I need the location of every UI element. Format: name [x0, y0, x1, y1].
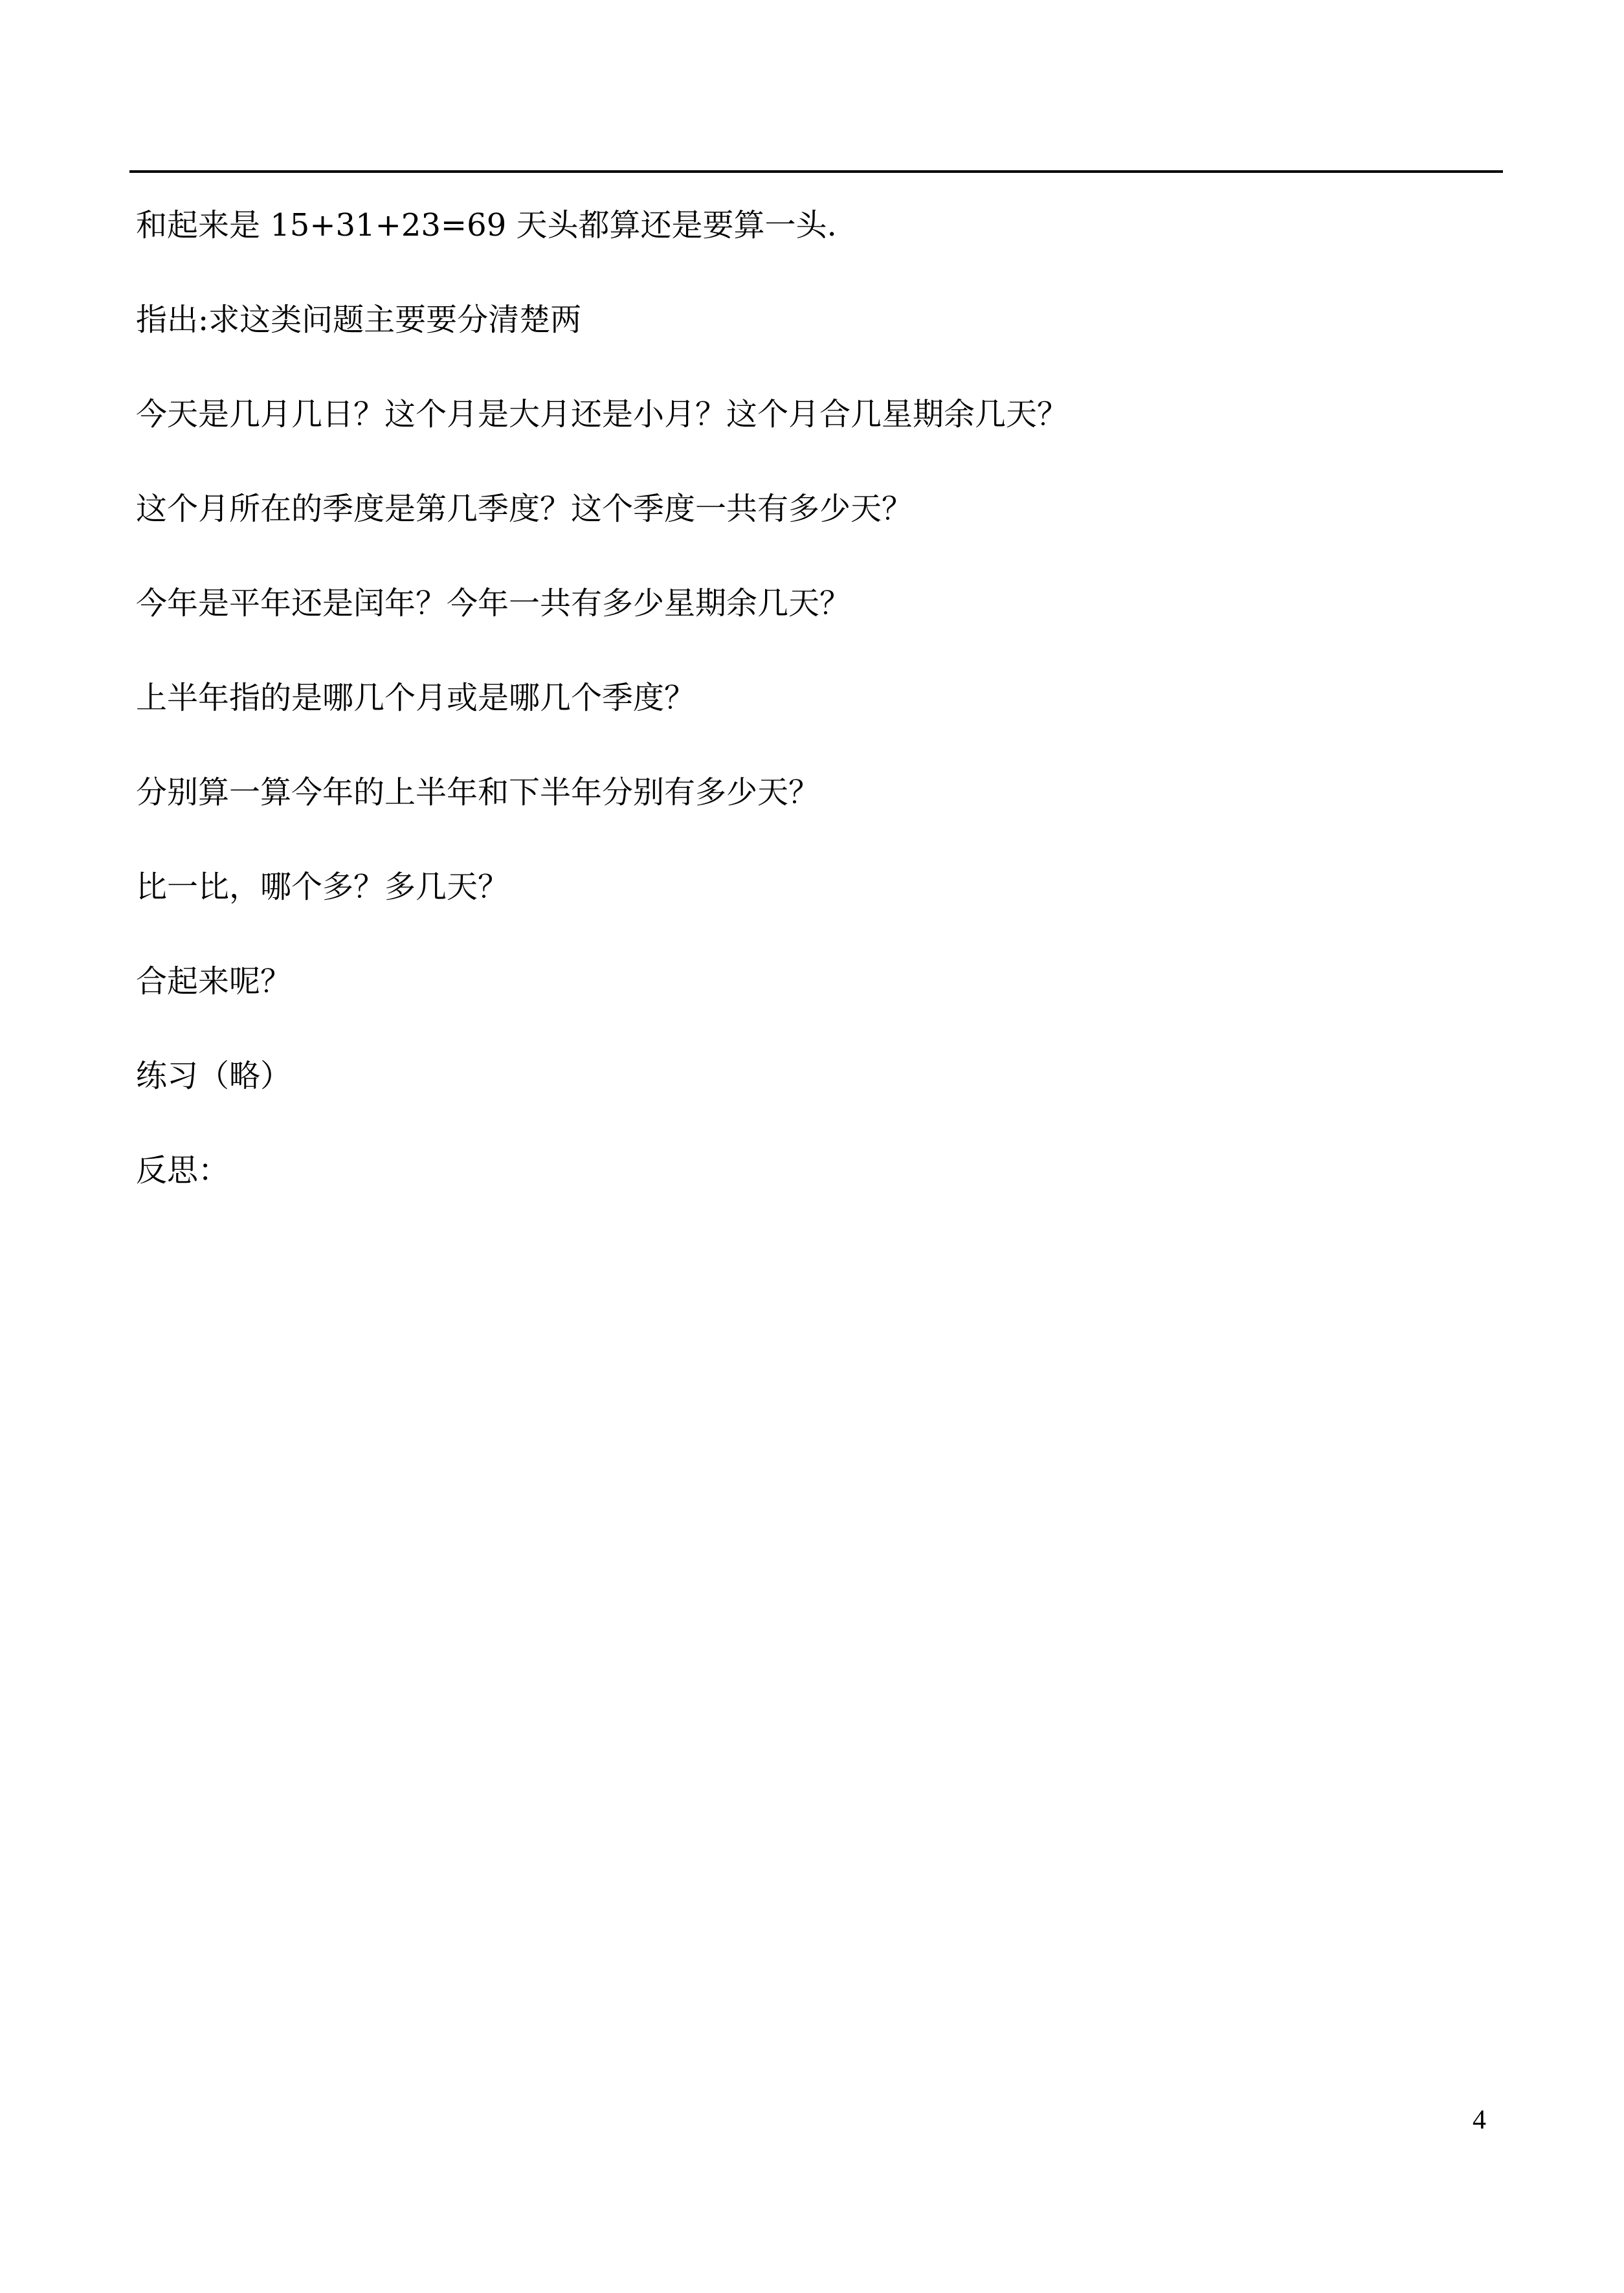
body-text: [136, 206, 1495, 1246]
paragraph: 分别算一算今年的上半年和下半年分别有多少天？: [136, 774, 820, 811]
paragraph: 今年是平年还是闰年？今年一共有多少星期余几天？: [136, 585, 851, 621]
paragraph: 今天是几月几日？这个月是大月还是小月？这个月合几星期余几天？: [136, 396, 1069, 432]
paragraph: 这个月所在的季度是第几季度？这个季度一共有多少天？: [136, 491, 913, 527]
paragraph: 上半年指的是哪几个月或是哪几个季度？: [136, 680, 696, 716]
paragraph: 练习（略）: [136, 1058, 292, 1094]
page-number: 4: [1473, 2105, 1486, 2135]
paragraph: 和起来是 15+31+23=69 天头都算还是要算一头.: [136, 207, 837, 243]
paragraph: 合起来呢？: [136, 963, 292, 1000]
header-rule: [129, 170, 1503, 173]
paragraph: 反思：: [136, 1152, 230, 1189]
paragraph: 比一比，哪个多？多几天？: [136, 869, 509, 905]
paragraph: 指出:求这类问题主要要分清楚两: [136, 302, 582, 338]
